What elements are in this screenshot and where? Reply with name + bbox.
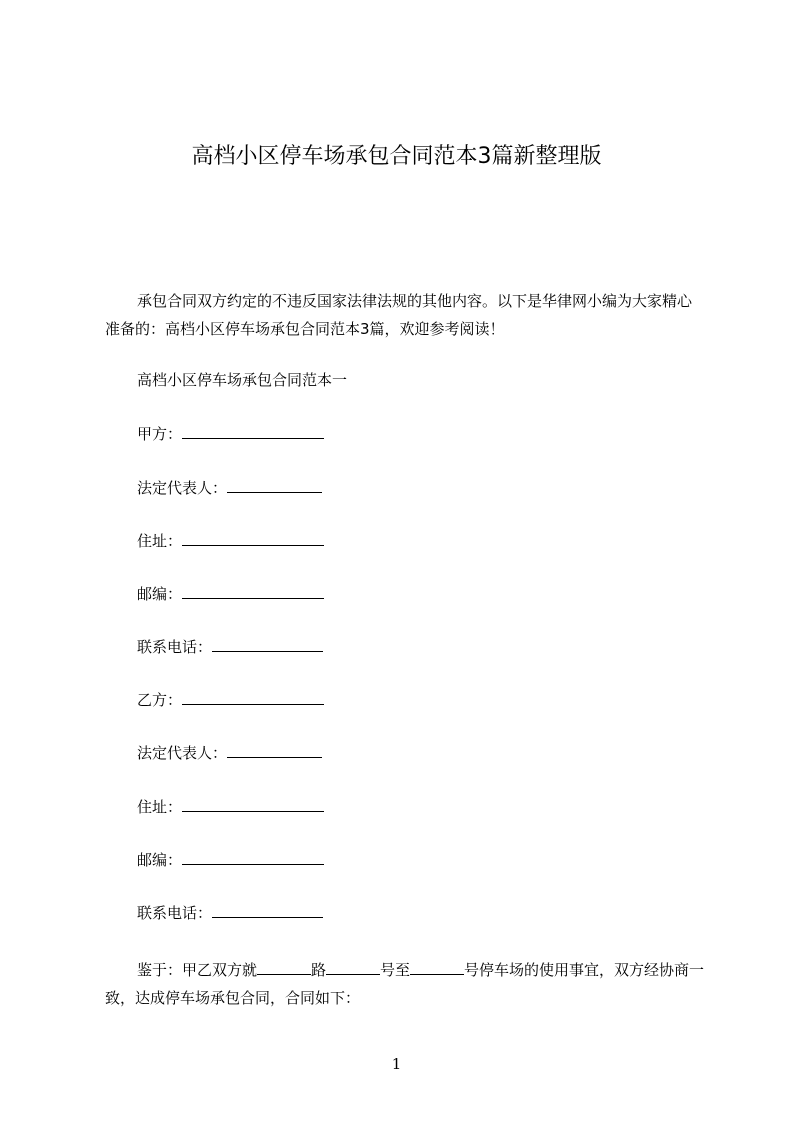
party-a-address-label: 住址：: [137, 532, 183, 550]
party-a-rep-field[interactable]: [227, 478, 322, 493]
party-b-name-label: 乙方：: [137, 691, 183, 709]
recital-number-from-field[interactable]: [326, 960, 380, 975]
party-b-address-line: [137, 796, 324, 818]
party-b-rep-line: [137, 742, 322, 764]
party-a-phone-label: 联系电话：: [137, 638, 213, 656]
party-a-rep-label: 法定代表人：: [137, 479, 228, 497]
section-heading: 高档小区停车场承包合同范本一: [137, 371, 348, 389]
party-a-postcode-field[interactable]: [182, 584, 324, 599]
party-b-postcode-label: 邮编：: [137, 851, 183, 869]
recital-paragraph: [105, 956, 705, 1012]
party-b-phone-label: 联系电话：: [137, 904, 213, 922]
recital-road-field[interactable]: [257, 960, 311, 975]
party-b-phone-line: [137, 902, 323, 924]
party-b-name-line: [137, 689, 324, 711]
party-a-phone-field[interactable]: [212, 637, 323, 652]
party-b-address-label: 住址：: [137, 798, 183, 816]
party-b-rep-field[interactable]: [227, 743, 322, 758]
party-b-rep-label: 法定代表人：: [137, 744, 228, 762]
document-title: 高档小区停车场承包合同范本3篇新整理版: [191, 144, 602, 169]
party-a-address-line: [137, 530, 324, 552]
party-a-phone-line: [137, 636, 323, 658]
party-b-address-field[interactable]: [182, 797, 324, 812]
recital-part-1: 鉴于：甲乙双方就: [137, 961, 258, 979]
recital-number-to-field[interactable]: [410, 960, 464, 975]
party-a-rep-line: [137, 477, 322, 499]
page-number: 1: [391, 1055, 402, 1073]
recital-part-2: 路: [311, 961, 327, 979]
intro-paragraph: 承包合同双方约定的不违反国家法律法规的其他内容。以下是华律网小编为大家精心准备的：高档小区停车场承包合同范本3篇，欢迎参考阅读！: [105, 292, 693, 338]
party-a-name-field[interactable]: [182, 424, 324, 439]
party-b-postcode-line: [137, 849, 324, 871]
recital-part-3: 号至: [380, 961, 411, 979]
party-b-phone-field[interactable]: [212, 903, 323, 918]
recital-part-4: 号停车场的使用事宜，双方经协商一致，达成停车场承包合同，合同如下：: [105, 961, 705, 1007]
party-a-name-line: [137, 423, 324, 445]
party-a-postcode-label: 邮编：: [137, 585, 183, 603]
party-a-address-field[interactable]: [182, 531, 324, 546]
party-a-postcode-line: [137, 583, 324, 605]
party-b-postcode-field[interactable]: [182, 850, 324, 865]
party-b-name-field[interactable]: [182, 690, 324, 705]
party-a-name-label: 甲方：: [137, 425, 183, 443]
